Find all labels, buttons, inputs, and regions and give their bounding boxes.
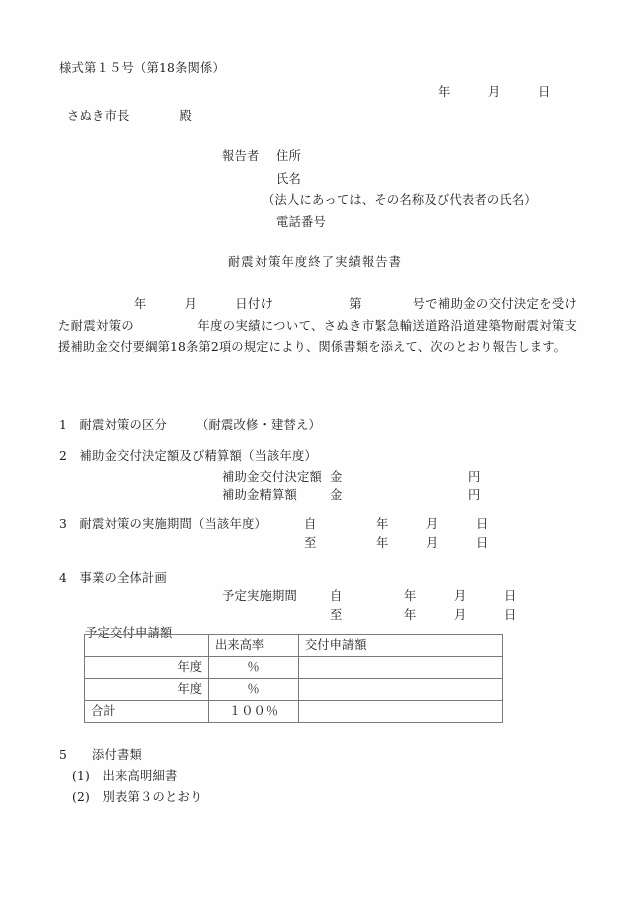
plan-table-caption: 予定交付申請額 [85, 626, 173, 640]
form-number: 様式第１５号（第18条関係） [59, 61, 226, 75]
section-5-number: 5 [59, 748, 68, 762]
date-line: 年 月 日 [438, 85, 551, 99]
attachment-item-2: (2) 別表第３のとおり [72, 790, 203, 804]
decision-amount-label: 補助金交付決定額 [222, 470, 322, 484]
table-row [85, 657, 503, 679]
section-4-to-date: 年 月 日 [404, 608, 517, 622]
section-5-label: 添付書類 [92, 748, 143, 762]
body-paragraph: 年 月 日付け 第 号で補助金の交付決定を受けた耐震対策の 年度の実績について、さぬき市緊急輸送道路沿道建築物耐震対策支援補助金交付要綱第18条第2項の規定により、関係書類を添えて、次のとおり報告します。 [58, 297, 577, 354]
section-2-label: 補助金交付決定額及び精算額（当該年度） [79, 449, 317, 463]
table-row [85, 679, 503, 701]
section-3-from-label: 自 [304, 517, 317, 531]
addressee: さぬき市長 殿 [67, 109, 192, 123]
section-4-period-label: 予定実施期間 [222, 589, 297, 603]
plan-table [84, 634, 503, 723]
section-4-to-label: 至 [330, 608, 343, 622]
table-total-row [85, 701, 503, 723]
page-title: 耐震対策年度終了実績報告書 [227, 255, 403, 269]
section-3-from-date: 年 月 日 [376, 517, 489, 531]
row-2-year: 年度 [85, 679, 209, 701]
reporter-phone-label: 電話番号 [276, 215, 326, 229]
section-1-number: 1 [59, 418, 68, 432]
section-4-heading [59, 572, 167, 584]
row-total-label: 合計 [85, 701, 209, 723]
header-amount: 交付申請額 [299, 635, 503, 657]
section-2-number: 2 [59, 449, 68, 463]
reporter-address-label: 住所 [276, 149, 301, 163]
section-4-from-label: 自 [330, 589, 343, 603]
decision-amount-unit: 円 [468, 470, 481, 484]
section-3-to-label: 至 [304, 536, 317, 550]
section-4-label: 事業の全体計画 [79, 571, 168, 585]
section-3-label: 耐震対策の実施期間（当該年度） [79, 517, 267, 531]
reporter-label: 報告者 [222, 149, 260, 163]
section-1-label: 耐震対策の区分 [79, 418, 168, 432]
row-total-rate: １００％ [209, 701, 299, 723]
settlement-amount-kin: 金 [330, 488, 343, 502]
attachment-item-1: (1) 出来高明細書 [72, 769, 178, 783]
row-total-amount [299, 701, 503, 723]
section-2-heading [59, 450, 317, 462]
section-3-number: 3 [59, 517, 68, 531]
settlement-amount-label: 補助金精算額 [222, 488, 297, 502]
row-2-amount [299, 679, 503, 701]
reporter-corporate-note: （法人にあっては、その名称及び代表者の氏名） [262, 193, 537, 207]
row-1-year: 年度 [85, 657, 209, 679]
section-4-from-date: 年 月 日 [404, 589, 517, 603]
section-3-to-date: 年 月 日 [376, 536, 489, 550]
table-header-row [85, 635, 503, 657]
decision-amount-kin: 金 [330, 470, 343, 484]
row-1-amount [299, 657, 503, 679]
section-4-number: 4 [59, 571, 68, 585]
section-1-value: （耐震改修・建替え） [196, 418, 321, 432]
reporter-name-label: 氏名 [276, 172, 301, 186]
section-1-heading [59, 419, 167, 431]
settlement-amount-unit: 円 [468, 488, 481, 502]
row-2-rate: ％ [209, 679, 299, 701]
row-1-rate: ％ [209, 657, 299, 679]
section-3-heading [59, 518, 267, 530]
header-blank [85, 635, 209, 657]
header-rate: 出来高率 [209, 635, 299, 657]
section-5-heading [59, 749, 142, 761]
